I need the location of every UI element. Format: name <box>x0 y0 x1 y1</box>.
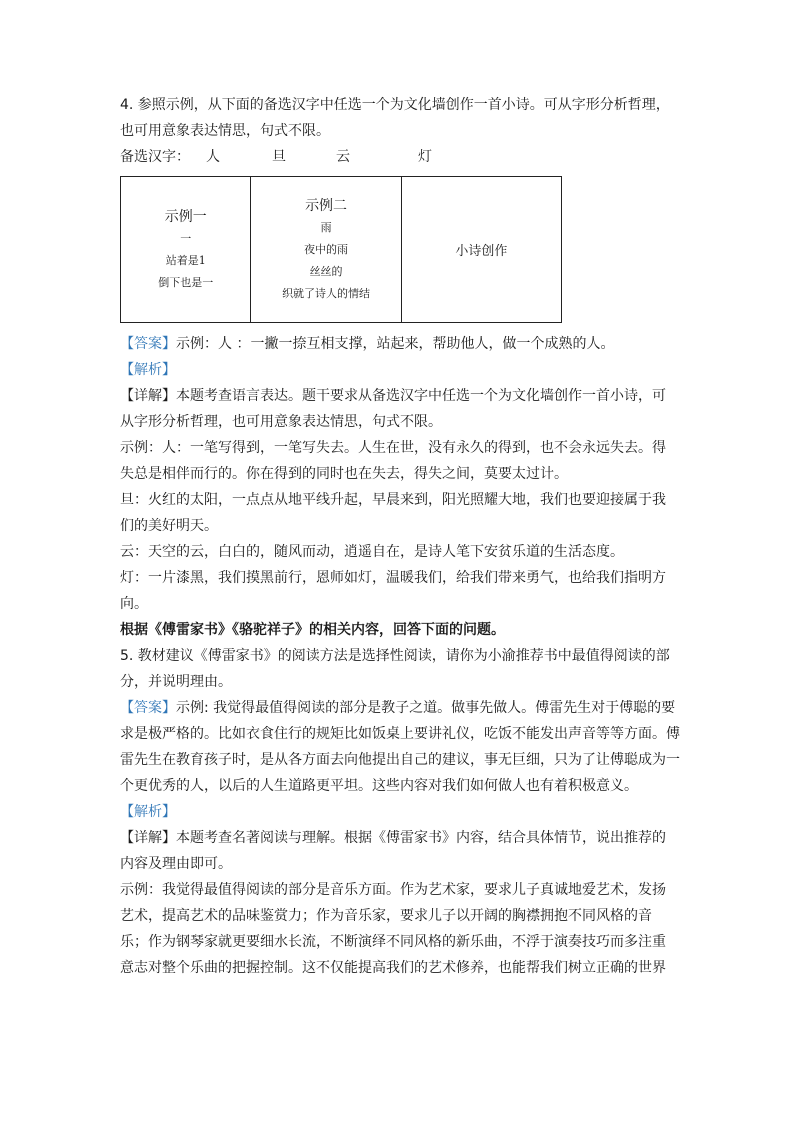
document-page <box>120 92 680 981</box>
q5-prompt-line2: 分，并说明理由。 <box>120 674 232 690</box>
candidate-char: 旦 <box>272 149 286 165</box>
q4-detail-line1 <box>120 383 680 409</box>
example-one-line: 站着是1 <box>165 253 206 267</box>
answer-tag: 【答案】 <box>120 336 176 352</box>
poem-creation-cell <box>401 177 561 323</box>
q4-answer <box>120 331 680 357</box>
example-two-line: 丝丝的 <box>309 264 343 278</box>
detail-text: 本题考查名著阅读与理解。根据《傅雷家书》内容，结合具体情节，说出推荐的 <box>176 830 666 846</box>
q5-detail-line2: 内容及理由即可。 <box>120 856 232 872</box>
example-deng-line1: 灯：一片漆黑，我们摸黑前行，恩师如灯，温暖我们，给我们带来勇气，也给我们指明方 <box>120 570 666 586</box>
analysis-tag: 【解析】 <box>120 804 176 820</box>
detail-tag: 【详解】 <box>120 830 176 846</box>
q4-detail-line2: 从字形分析哲理，也可用意象表达情思，句式不限。 <box>120 414 442 430</box>
example-two-cell <box>251 177 401 323</box>
candidate-characters <box>120 144 680 170</box>
example-two-line: 夜中的雨 <box>304 242 349 256</box>
q5-example-line2: 艺术，提高艺术的品味鉴赏力；作为音乐家，要求儿子以开阔的胸襟拥抱不同风格的音 <box>120 908 652 924</box>
q5-example-line3: 乐；作为钢琴家就更要细水长流，不断演绎不同风格的新乐曲，不浮于演奏技巧而多注重 <box>120 934 666 950</box>
example-dan-line2: 们的美好明天。 <box>120 518 218 534</box>
detail-tag: 【详解】 <box>120 388 176 404</box>
example-one-line: 一 <box>180 231 192 245</box>
answer-tag: 【答案】 <box>120 700 176 716</box>
section-heading: 根据《傅雷家书》《骆驼祥子》的相关内容，回答下面的问题。 <box>120 622 505 638</box>
example-table <box>120 176 562 323</box>
example-two-line: 织就了诗人的情结 <box>282 286 371 300</box>
q4-prompt-line2: 也可用意象表达情思，句式不限。 <box>120 123 330 139</box>
example-ren-line1: 示例：人：一笔写得到，一笔写失去。人生在世，没有永久的得到，也不会永远失去。得 <box>120 440 666 456</box>
q5-answer-line2: 求是极严格的。比如衣食住行的规矩比如饭桌上要讲礼仪，吃饭不能发出声音等等方面。傅 <box>120 726 680 742</box>
example-one-title: 示例一 <box>164 208 207 225</box>
q5-detail-line1 <box>120 825 680 851</box>
example-ren-line2: 失总是相伴而行的。你在得到的同时也在失去，得失之间，莫要太过计。 <box>120 466 568 482</box>
q5-answer-line1 <box>120 695 680 721</box>
detail-text: 本题考查语言表达。题干要求从备选汉字中任选一个为文化墙创作一首小诗，可 <box>176 388 666 404</box>
q4-prompt-line1: 4. 参照示例，从下面的备选汉字中任选一个为文化墙创作一首小诗。可从字形分析哲理， <box>120 97 670 113</box>
candidates-label: 备选汉字： <box>120 149 190 165</box>
example-two-title: 示例二 <box>305 197 348 214</box>
poem-creation-label: 小诗创作 <box>455 244 508 259</box>
candidate-char: 灯 <box>418 149 432 165</box>
q5-example-line1: 示例：我觉得最值得阅读的部分是音乐方面。作为艺术家，要求儿子真诚地爱艺术，发扬 <box>120 882 666 898</box>
analysis-tag: 【解析】 <box>120 362 176 378</box>
q5-prompt-line1: 5. 教材建议《傅雷家书》的阅读方法是选择性阅读，请你为小渝推荐书中最值得阅读的部 <box>120 648 670 664</box>
example-two-line: 雨 <box>320 220 332 234</box>
example-deng-line2: 向。 <box>120 596 148 612</box>
answer-text: 示例: 我觉得最值得阅读的部分是教子之道。做事先做人。傅雷先生对于傅聪的要 <box>176 700 676 716</box>
candidate-char: 人 <box>206 149 220 165</box>
example-dan-line1: 旦：火红的太阳，一点点从地平线升起，早晨来到，阳光照耀大地，我们也要迎接属于我 <box>120 492 666 508</box>
q5-example-line4: 意志对整个乐曲的把握控制。这不仅能提高我们的艺术修养，也能帮我们树立正确的世界 <box>120 960 666 976</box>
example-one-line: 倒下也是一 <box>158 275 214 289</box>
example-yun: 云：天空的云，白白的，随风而动，逍遥自在，是诗人笔下安贫乐道的生活态度。 <box>120 544 624 560</box>
q5-answer-line4: 个更优秀的人，以后的人生道路更平坦。这些内容对我们如何做人也有着积极意义。 <box>120 778 638 794</box>
candidate-char: 云 <box>336 149 350 165</box>
answer-text: 示例：人 ：一撇一捺互相支撑，站起来，帮助他人，做一个成熟的人。 <box>176 336 615 352</box>
q5-answer-line3: 雷先生在教育孩子时，是从各方面去向他提出自己的建议，事无巨细，只为了让傅聪成为一 <box>120 752 680 768</box>
example-one-cell <box>121 177 251 323</box>
